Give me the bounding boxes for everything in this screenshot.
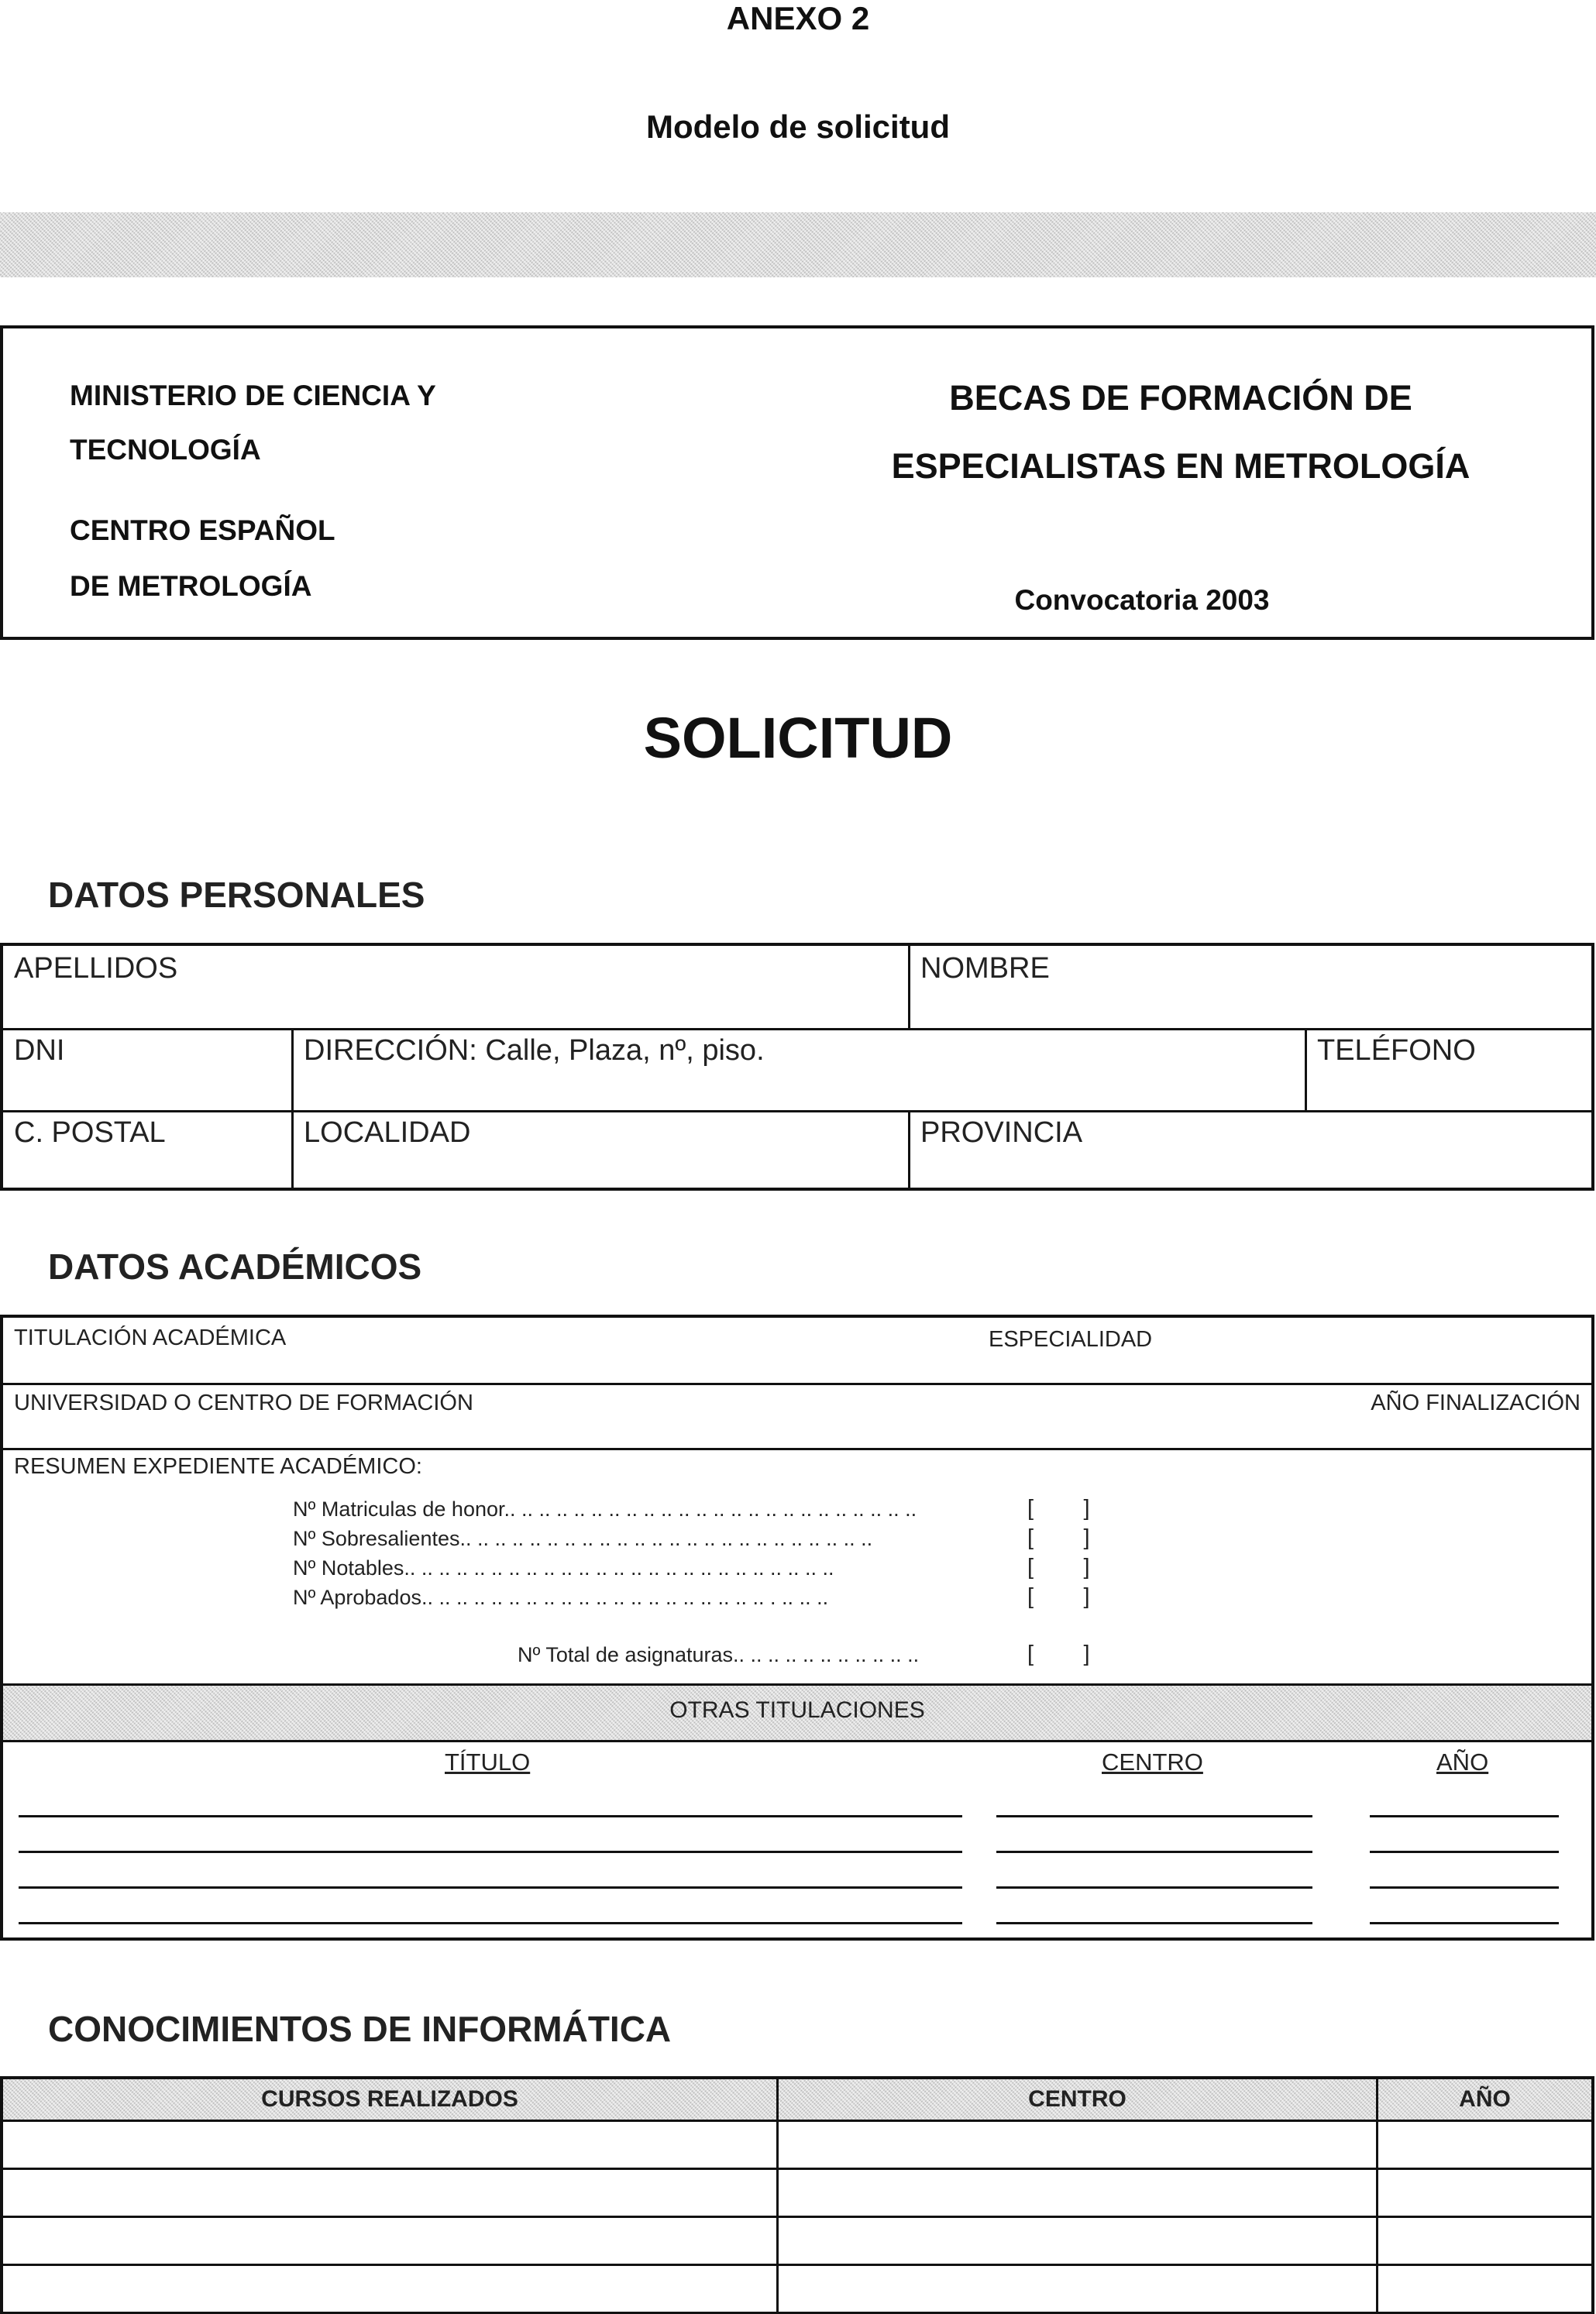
centre-cell[interactable] <box>779 2122 1376 2168</box>
form-title: SOLICITUD <box>643 706 953 770</box>
phone-field[interactable]: TELÉFONO <box>1317 1034 1476 1067</box>
grant-title-line-1: BECAS DE FORMACIÓN DE <box>949 378 1412 418</box>
personal-data-heading: DATOS PERSONALES <box>48 875 425 915</box>
year-finished-field[interactable]: AÑO FINALIZACIÓN <box>1371 1391 1581 1415</box>
call-year: Convocatoria 2003 <box>1014 584 1270 616</box>
speciality-field[interactable]: ESPECIALIDAD <box>989 1327 1153 1352</box>
province-field[interactable]: PROVINCIA <box>920 1116 1083 1149</box>
centre-line-2: DE METROLOGÍA <box>70 570 312 602</box>
decorative-band <box>0 212 1596 277</box>
title-line-1[interactable] <box>19 1815 962 1817</box>
col-year-header-computing: AÑO <box>1459 2086 1511 2112</box>
annex-title: ANEXO 2 <box>726 0 870 36</box>
locality-field[interactable]: LOCALIDAD <box>304 1116 471 1149</box>
grant-title-line-2: ESPECIALISTAS EN METROLOGÍA <box>891 446 1470 486</box>
document-subtitle: Modelo de solicitud <box>645 108 950 145</box>
personal-data-table <box>0 943 1594 1191</box>
col-courses-header: CURSOS REALIZADOS <box>261 2086 518 2112</box>
academic-data-heading: DATOS ACADÉMICOS <box>48 1246 422 1287</box>
col-title-header: TÍTULO <box>445 1748 531 1776</box>
year-line-2[interactable] <box>1370 1851 1559 1853</box>
surname-field[interactable]: APELLIDOS <box>14 952 178 985</box>
academic-summary-label: RESUMEN EXPEDIENTE ACADÉMICO: <box>14 1454 422 1479</box>
col-year-header: AÑO <box>1436 1748 1489 1776</box>
centre-line-1: CENTRO ESPAÑOL <box>70 514 335 546</box>
academic-data-table <box>0 1315 1594 1941</box>
university-field[interactable]: UNIVERSIDAD O CENTRO DE FORMACIÓN <box>14 1391 473 1415</box>
degree-field[interactable]: TITULACIÓN ACADÉMICA <box>14 1325 287 1350</box>
pass-count-input[interactable]: [ ] <box>1027 1584 1090 1609</box>
notable-count-row: Nº Notables.. .. .. .. .. .. .. .. .. .. .. .. .. .. .. .. .. .. .. .. .. .. .. .. .. <box>293 1556 834 1580</box>
computing-table <box>0 2076 1594 2314</box>
year-line-3[interactable] <box>1370 1886 1559 1889</box>
col-centre-header-computing: CENTRO <box>1028 2086 1126 2112</box>
dni-field[interactable]: DNI <box>14 1034 65 1067</box>
centre-line-2[interactable] <box>996 1851 1312 1853</box>
year-line-1[interactable] <box>1370 1815 1559 1817</box>
address-field[interactable]: DIRECCIÓN: Calle, Plaza, nº, piso. <box>304 1034 765 1067</box>
notable-count-input[interactable]: [ ] <box>1027 1555 1090 1580</box>
centre-line-1[interactable] <box>996 1815 1312 1817</box>
postcode-field[interactable]: C. POSTAL <box>14 1116 166 1149</box>
outstanding-count-row: Nº Sobresalientes.. .. .. .. .. .. .. .. .. .. .. .. .. .. .. .. .. .. .. .. .. .. .. .. <box>293 1527 873 1550</box>
ministry-line-1: MINISTERIO DE CIENCIA Y <box>70 380 436 411</box>
honours-count-input[interactable]: [ ] <box>1027 1496 1090 1521</box>
pass-count-row: Nº Aprobados.. .. .. .. .. .. .. .. .. .. .. .. .. .. .. .. .. .. .. .. . .. .. .. <box>293 1586 829 1609</box>
centre-line-4[interactable] <box>996 1922 1312 1924</box>
centre-line-3[interactable] <box>996 1886 1312 1889</box>
computing-heading: CONOCIMIENTOS DE INFORMÁTICA <box>48 2009 672 2049</box>
title-line-3[interactable] <box>19 1886 962 1889</box>
name-field[interactable]: NOMBRE <box>920 952 1050 985</box>
title-line-4[interactable] <box>19 1922 962 1924</box>
ministry-line-2: TECNOLOGÍA <box>70 434 261 466</box>
total-subjects-input[interactable]: [ ] <box>1027 1642 1090 1666</box>
year-line-4[interactable] <box>1370 1922 1559 1924</box>
outstanding-count-input[interactable]: [ ] <box>1027 1525 1090 1550</box>
total-subjects-row: Nº Total de asignaturas.. .. .. .. .. .. .. .. .. .. .. <box>518 1643 920 1666</box>
honours-count-row: Nº Matriculas de honor.. .. .. .. .. .. .. .. .. .. .. .. .. .. .. .. .. .. .. .. .. .. .. .. <box>293 1497 917 1521</box>
year-cell[interactable] <box>1378 2122 1591 2168</box>
other-degrees-label: OTRAS TITULACIONES <box>669 1697 925 1723</box>
col-centre-header: CENTRO <box>1102 1748 1203 1776</box>
title-line-2[interactable] <box>19 1851 962 1853</box>
courses-cell[interactable] <box>3 2122 776 2168</box>
institution-box <box>0 325 1594 640</box>
